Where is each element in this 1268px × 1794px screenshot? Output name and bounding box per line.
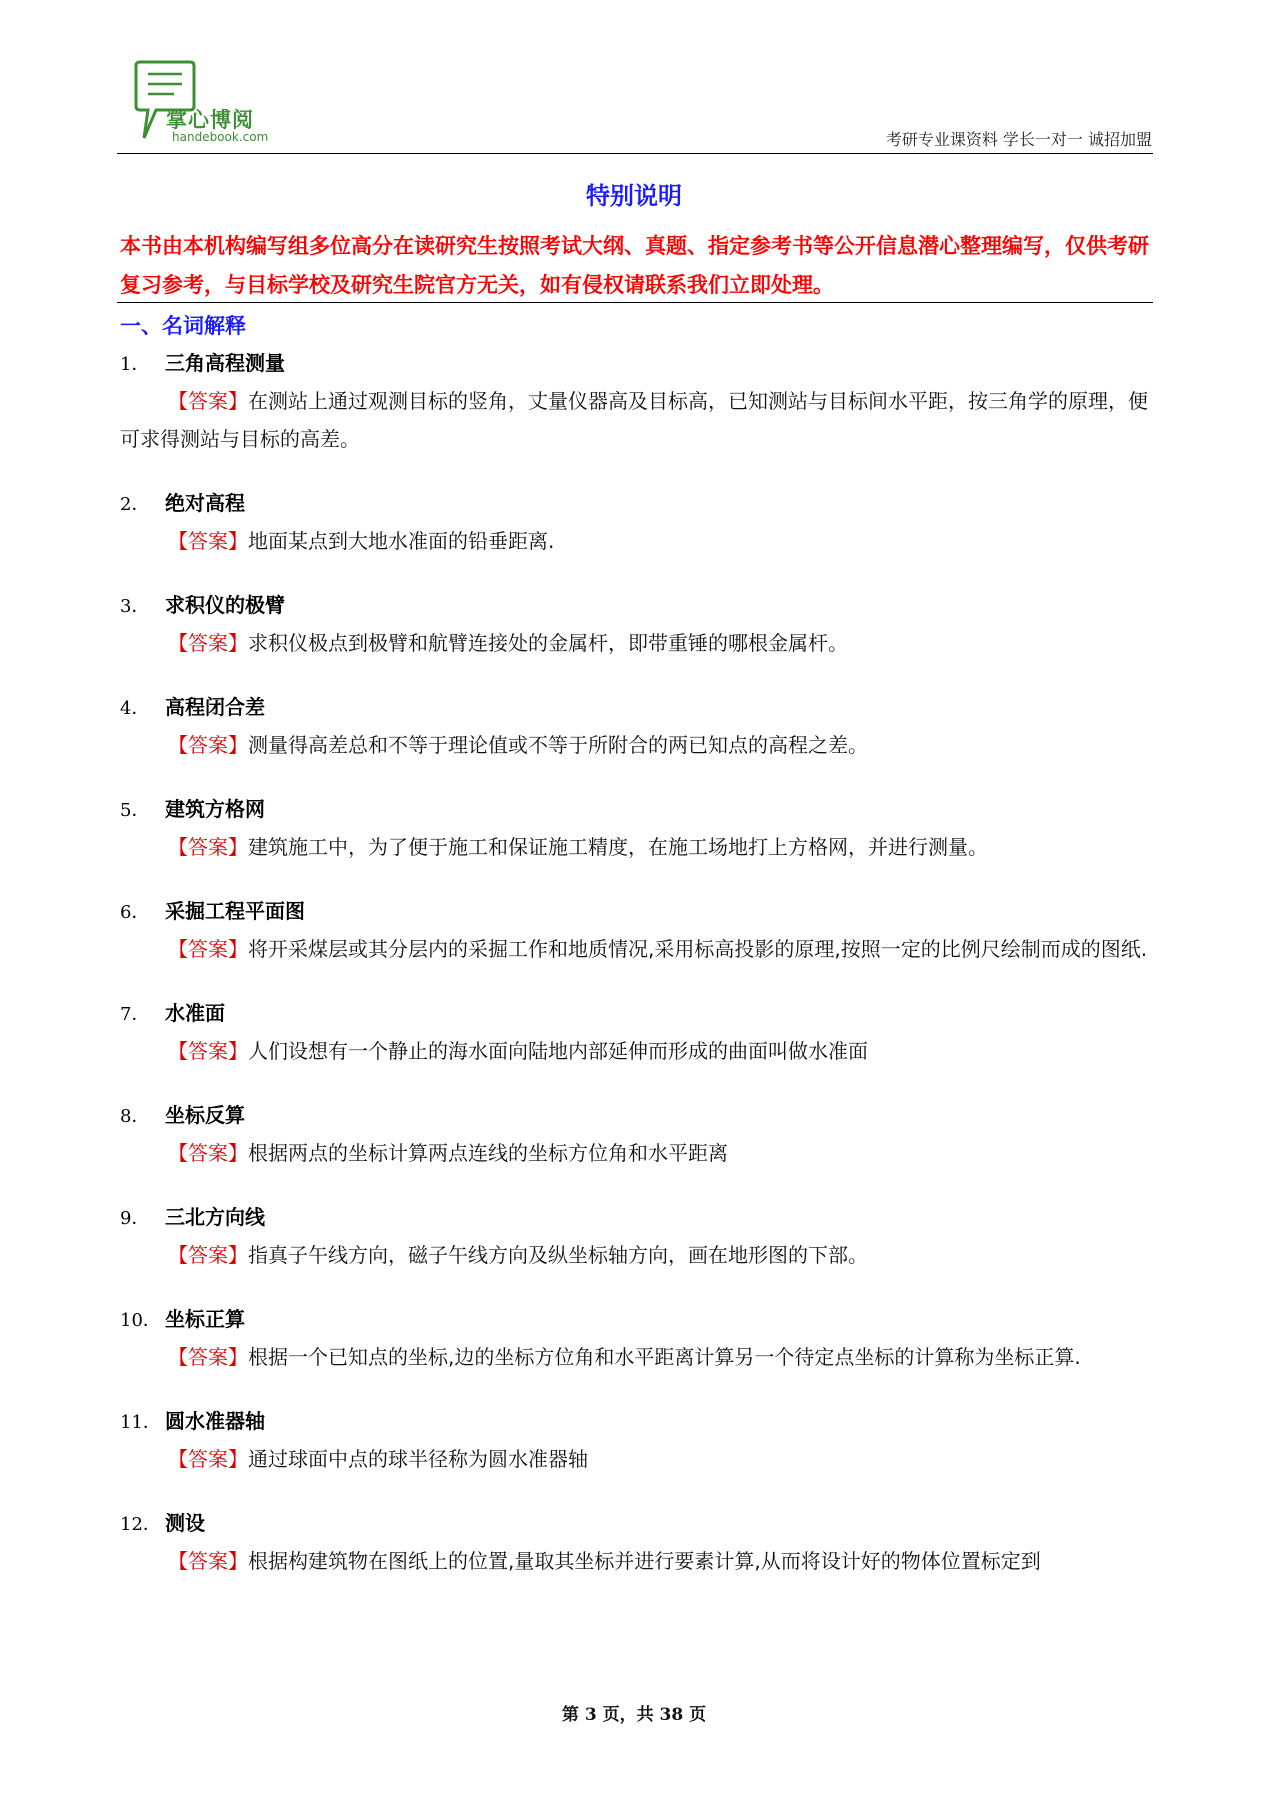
glossary-list (120, 344, 1155, 1580)
answer-text (120, 726, 1155, 764)
term-number: 1． (120, 354, 150, 375)
term-name: 水准面 (165, 1001, 225, 1025)
term-name: 坐标正算 (165, 1307, 245, 1331)
logo (134, 58, 294, 150)
logo-domain: handebook.com (172, 130, 269, 144)
term-number: 4． (120, 698, 150, 719)
term-name: 绝对高程 (165, 491, 245, 515)
glossary-entry (120, 1504, 1155, 1580)
term-line (120, 790, 1155, 828)
copyright-notice: 本书由本机构编写组多位高分在读研究生按照考试大纲、真题、指定参考书等公开信息潜心整理编写，仅供考研复习参考，与目标学校及研究生院官方无关，如有侵权请联系我们立即处理。 (120, 234, 1149, 297)
answer-label: 【答案】 (168, 1447, 248, 1471)
term-name: 测设 (165, 1511, 205, 1535)
answer-text (120, 1542, 1155, 1580)
term-line (120, 1300, 1155, 1338)
answer-label: 【答案】 (168, 529, 248, 553)
answer-label: 【答案】 (168, 733, 248, 757)
term-number: 3． (120, 596, 150, 617)
term-name: 建筑方格网 (165, 797, 265, 821)
term-line (120, 1198, 1155, 1236)
term-number: 8． (120, 1106, 150, 1127)
term-name: 采掘工程平面图 (165, 899, 305, 923)
glossary-entry (120, 484, 1155, 586)
answer-label: 【答案】 (168, 631, 248, 655)
term-line (120, 484, 1155, 522)
term-line (120, 344, 1155, 382)
answer-text (120, 930, 1155, 968)
glossary-entry (120, 344, 1155, 484)
notice-divider (117, 302, 1153, 303)
term-line (120, 994, 1155, 1032)
glossary-entry (120, 586, 1155, 688)
term-name: 坐标反算 (165, 1103, 245, 1127)
term-line (120, 1096, 1155, 1134)
answer-body: 建筑施工中，为了便于施工和保证施工精度，在施工场地打上方格网，并进行测量。 (248, 835, 988, 859)
answer-text (120, 1134, 1155, 1172)
answer-body: 根据一个已知点的坐标,边的坐标方位角和水平距离计算另一个待定点坐标的计算称为坐标正算. (248, 1345, 1081, 1369)
answer-label: 【答案】 (168, 1039, 248, 1063)
term-number: 9． (120, 1208, 150, 1229)
page-number: 第 3 页，共 38 页 (561, 1705, 707, 1725)
answer-label: 【答案】 (168, 835, 248, 859)
glossary-entry (120, 688, 1155, 790)
term-number: 2． (120, 494, 150, 515)
term-number: 5． (120, 800, 150, 821)
glossary-entry (120, 1198, 1155, 1300)
section-heading: 一、名词解释 (120, 314, 246, 338)
answer-body: 在测站上通过观测目标的竖角，丈量仪器高及目标高，已知测站与目标间水平距，按三角学的原理，便可求得测站与目标的高差。 (120, 389, 1148, 451)
answer-label: 【答案】 (168, 389, 248, 413)
answer-body: 通过球面中点的球半径称为圆水准器轴 (248, 1447, 588, 1471)
answer-body: 地面某点到大地水准面的铅垂距离. (248, 529, 555, 553)
term-name: 三角高程测量 (165, 351, 285, 375)
answer-text (120, 522, 1155, 560)
glossary-entry (120, 1096, 1155, 1198)
glossary-entry (120, 1402, 1155, 1504)
answer-label: 【答案】 (168, 1141, 248, 1165)
term-line (120, 1402, 1155, 1440)
answer-text (120, 1032, 1155, 1070)
term-name: 高程闭合差 (165, 695, 265, 719)
header-tagline: 考研专业课资料 学长一对一 诚招加盟 (885, 130, 1152, 149)
logo-chinese-name: 掌心博阅 (166, 108, 254, 132)
answer-text (120, 382, 1155, 458)
answer-body: 将开采煤层或其分层内的采掘工作和地质情况,采用标高投影的原理,按照一定的比例尺绘制而成的图纸. (248, 937, 1148, 961)
answer-body: 根据构建筑物在图纸上的位置,量取其坐标并进行要素计算,从而将设计好的物体位置标定到 (248, 1549, 1041, 1573)
term-name: 圆水准器轴 (165, 1409, 265, 1433)
glossary-entry (120, 1300, 1155, 1402)
term-line (120, 892, 1155, 930)
term-line (120, 688, 1155, 726)
answer-body: 求积仪极点到极臂和航臂连接处的金属杆，即带重锤的哪根金属杆。 (248, 631, 848, 655)
term-number: 11． (120, 1412, 161, 1433)
glossary-entry (120, 790, 1155, 892)
term-number: 12． (120, 1514, 161, 1535)
glossary-entry (120, 892, 1155, 994)
term-name: 三北方向线 (165, 1205, 265, 1229)
answer-body: 指真子午线方向，磁子午线方向及纵坐标轴方向，画在地形图的下部。 (248, 1243, 868, 1267)
page-title: 特别说明 (586, 182, 682, 210)
header-divider (117, 153, 1153, 154)
term-name: 求积仪的极臂 (165, 593, 285, 617)
answer-text (120, 828, 1155, 866)
answer-text (120, 1440, 1155, 1478)
term-line (120, 586, 1155, 624)
answer-label: 【答案】 (168, 937, 248, 961)
answer-body: 测量得高差总和不等于理论值或不等于所附合的两已知点的高程之差。 (248, 733, 868, 757)
answer-label: 【答案】 (168, 1345, 248, 1369)
answer-label: 【答案】 (168, 1243, 248, 1267)
answer-text (120, 1236, 1155, 1274)
answer-body: 根据两点的坐标计算两点连线的坐标方位角和水平距离 (248, 1141, 728, 1165)
term-number: 6． (120, 902, 150, 923)
answer-label: 【答案】 (168, 1549, 248, 1573)
glossary-entry (120, 994, 1155, 1096)
term-number: 10． (120, 1310, 161, 1331)
term-line (120, 1504, 1155, 1542)
answer-body: 人们设想有一个静止的海水面向陆地内部延伸而形成的曲面叫做水准面 (248, 1039, 868, 1063)
term-number: 7． (120, 1004, 150, 1025)
answer-text (120, 1338, 1155, 1376)
answer-text (120, 624, 1155, 662)
